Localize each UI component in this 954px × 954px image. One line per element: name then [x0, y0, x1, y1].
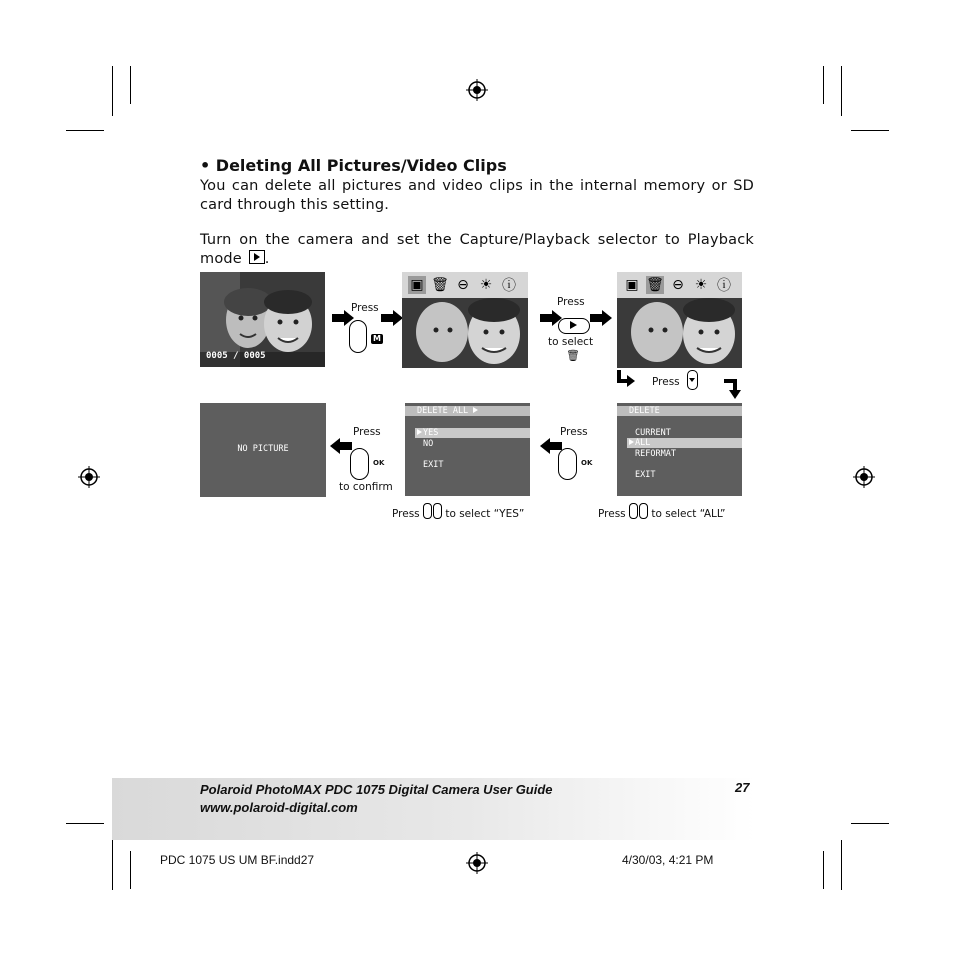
menu-item-reformat[interactable]: REFORMAT — [635, 449, 676, 459]
press-label: Press — [353, 426, 381, 438]
section-title: • Deleting All Pictures/Video Clips — [200, 156, 507, 175]
menu-screen-2 — [617, 272, 742, 368]
menu-item-all[interactable]: ALL — [635, 438, 651, 448]
ok-key-label: OK — [581, 459, 593, 467]
registration-mark-icon — [78, 466, 100, 488]
registration-mark-icon — [853, 466, 875, 488]
turn-arrow-icon — [617, 370, 637, 388]
ok-key-label: OK — [373, 459, 385, 467]
press-label — [392, 503, 524, 520]
crop-mark — [841, 66, 842, 116]
slug-date: 4/30/03, 4:21 PM — [622, 853, 714, 867]
press-label: Press — [351, 302, 379, 314]
left-arrow-icon — [330, 438, 352, 454]
slug-filename: PDC 1075 US UM BF.indd27 — [160, 853, 315, 867]
crop-mark — [112, 840, 113, 890]
zoom-out-icon: ⊖ — [457, 277, 469, 293]
delete-all-header — [405, 406, 530, 416]
no-picture-screen — [200, 403, 326, 497]
crop-mark — [823, 851, 824, 889]
delete-menu-header: DELETE — [617, 406, 742, 416]
playback-mode-icon — [249, 250, 265, 264]
crop-mark — [112, 66, 113, 116]
press-label: Press — [652, 376, 680, 388]
press-label — [598, 503, 725, 520]
menu-item-exit[interactable]: EXIT — [635, 470, 656, 480]
playback-screen-photo — [200, 272, 325, 367]
no-picture-text: NO PICTURE — [237, 444, 289, 454]
up-down-buttons-icon — [639, 503, 648, 519]
mode-icon-bar — [402, 272, 528, 298]
trash-icon: 🗑 — [646, 277, 664, 293]
select-all-text: to select “ALL” — [651, 508, 726, 520]
up-down-buttons-icon — [433, 503, 442, 519]
right-triangle-icon — [570, 321, 577, 329]
right-arrow-icon — [381, 310, 403, 326]
crop-mark — [841, 840, 842, 890]
to-select-label: to select — [548, 336, 594, 348]
header-arrow-icon — [473, 407, 478, 413]
turn-arrow-icon — [724, 378, 742, 400]
playback-icon: ▣ — [408, 276, 426, 294]
brightness-icon: ☀ — [694, 277, 708, 293]
select-yes-text: to select “YES” — [445, 508, 525, 520]
down-triangle-icon — [689, 378, 695, 382]
right-arrow-icon — [590, 310, 612, 326]
menu-item-yes[interactable]: YES — [423, 428, 439, 438]
info-icon: ⓘ — [502, 278, 516, 294]
info-icon: ⓘ — [717, 278, 731, 294]
delete-menu-screen — [617, 403, 742, 496]
trash-icon: 🗑 — [566, 349, 580, 362]
delete-all-header-text: DELETE ALL — [417, 406, 469, 416]
ok-button — [350, 448, 369, 480]
menu-button — [349, 320, 367, 353]
selection-pointer-icon — [417, 429, 422, 435]
brightness-icon: ☀ — [479, 277, 493, 293]
photo-counter: 0005 / 0005 — [206, 351, 266, 361]
instruction-paragraph — [200, 231, 754, 268]
registration-mark-icon — [466, 79, 488, 101]
zoom-out-icon: ⊖ — [672, 277, 684, 293]
instruction-period: . — [264, 250, 270, 267]
delete-all-menu-screen — [405, 403, 530, 496]
footer-title: Polaroid PhotoMAX PDC 1075 Digital Camera User Guide — [200, 782, 553, 797]
ok-button — [558, 448, 577, 480]
crop-mark — [66, 823, 104, 824]
mode-icon-bar — [617, 272, 742, 298]
trash-icon: 🗑 — [431, 277, 449, 293]
press-label-text: Press — [598, 508, 626, 520]
m-key-label: M — [371, 334, 383, 344]
intro-paragraph: You can delete all pictures and video clips in the internal memory or SD card through this setting. — [200, 178, 754, 213]
crop-mark — [823, 66, 824, 104]
crop-mark — [130, 851, 131, 889]
footer-url: www.polaroid-digital.com — [200, 800, 358, 815]
up-down-buttons-icon — [629, 503, 638, 519]
crop-mark — [66, 130, 104, 131]
menu-screen-1 — [402, 272, 528, 368]
playback-icon: ▣ — [625, 277, 639, 293]
selection-pointer-icon — [629, 439, 634, 445]
menu-item-current[interactable]: CURRENT — [635, 428, 671, 438]
crop-mark — [130, 66, 131, 104]
press-label: Press — [557, 296, 585, 308]
menu-item-no[interactable]: NO — [423, 439, 434, 449]
menu-item-exit[interactable]: EXIT — [423, 460, 444, 470]
press-label: Press — [560, 426, 588, 438]
to-confirm-label: to confirm — [339, 481, 393, 493]
instruction-text: Turn on the camera and set the Capture/Playback selector to Playback mode — [200, 232, 754, 267]
crop-mark — [851, 823, 889, 824]
page-number: 27 — [735, 780, 750, 795]
press-label-text: Press — [392, 508, 420, 520]
crop-mark — [851, 130, 889, 131]
up-down-buttons-icon — [423, 503, 432, 519]
registration-mark-icon — [466, 852, 488, 874]
